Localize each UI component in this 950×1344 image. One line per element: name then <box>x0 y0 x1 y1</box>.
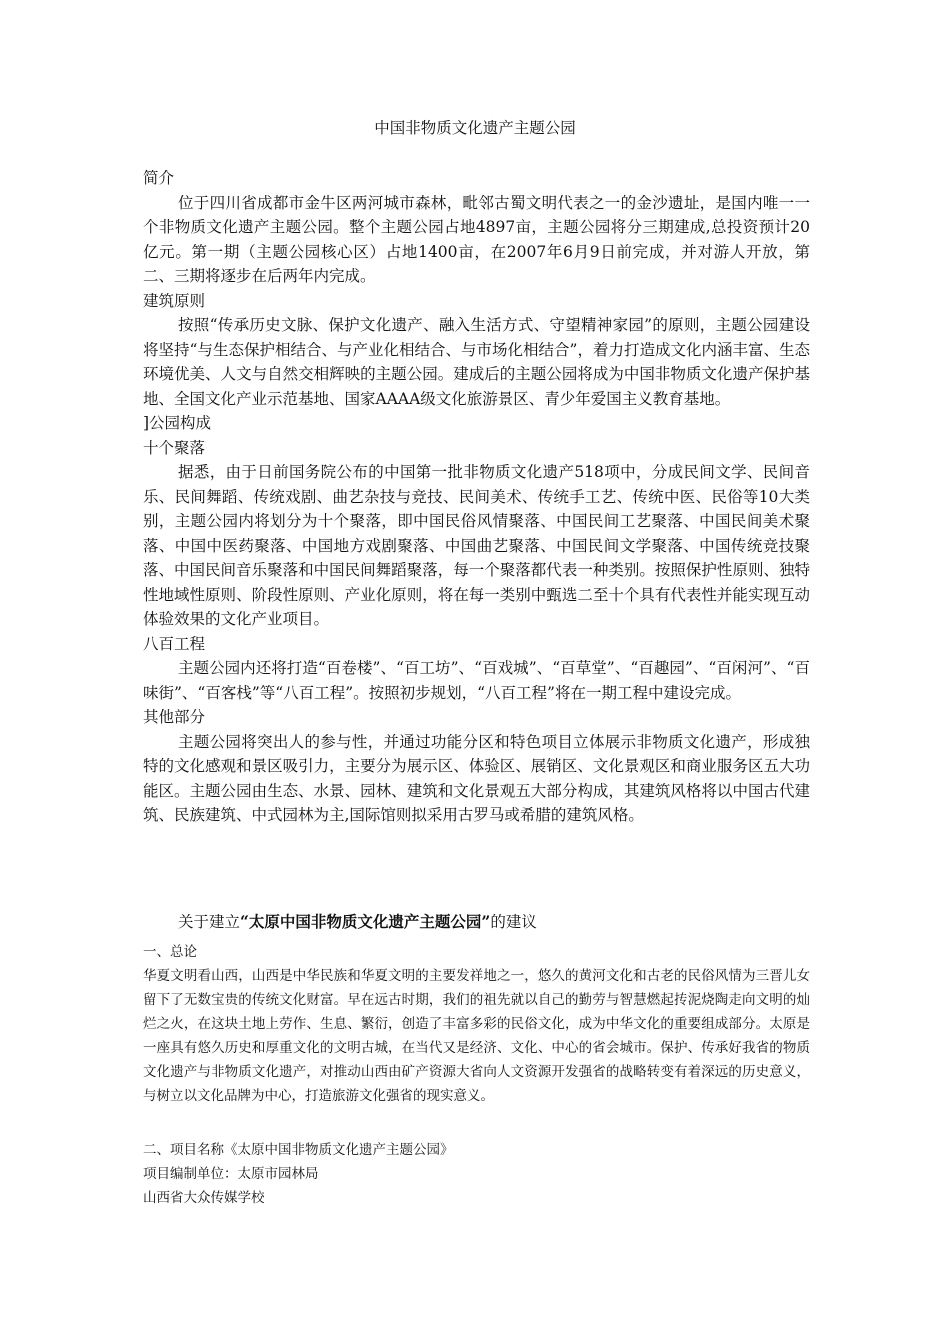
other-heading: 其他部分 <box>143 708 206 726</box>
proposal-title-suffix: 的建议 <box>490 913 537 931</box>
general-heading: 一、总论 <box>143 944 197 960</box>
document-title: 中国非物质文化遗产主题公园 <box>374 119 576 137</box>
proposal-project-section <box>143 1138 810 1210</box>
project-name: 二、项目名称《太原中国非物质文化遗产主题公园》 <box>143 1142 454 1158</box>
general-paragraph: 华夏文明看山西，山西是中华民族和华夏文明的主要发祥地之一，悠久的黄河文化和古老的民俗风情为三晋儿女留下了无数宝贵的传统文化财富。早在远古时期，我们的祖先就以自己的勤劳与智慧燃起抟泥烧陶走向文明的灿烂之火，在这块土地上劳作、生息、繁衍，创造了丰富多彩的民俗文化，成为中华文化的重要组成部分。太原是一座具有悠久历史和厚重文化的文明古城，在当代又是经济、文化、中心的省会城市。保护、传承好我省的物质文化遗产与非物质文化遗产，对推动山西由矿产资源大省向人文资源开发强省的战略转变有着深远的历史意义，与树立以文化品牌为中心，打造旅游文化强省的现实意义。 <box>143 968 810 1104</box>
ten-settlements-heading: 十个聚落 <box>143 438 206 457</box>
project-unit: 项目编制单位：太原市园林局 <box>143 1166 319 1182</box>
intro-paragraph: 位于四川省成都市金牛区两河城市森林，毗邻古蜀文明代表之一的金沙遗址，是国内唯一一个非物质文化遗产主题公园。整个主题公园占地4897亩，主题公园将分三期建成,总投资预计20亿元。第一期（主题公园核心区）占地1400亩，在2007年6月9日前完成，并对游人开放，第二、三期将逐步在后两年内完成。 <box>143 193 810 285</box>
proposal-title-bold: “太原中国非物质文化遗产主题公园” <box>240 912 491 931</box>
proposal-general-section <box>143 940 810 1108</box>
composition-heading: ]公园构成 <box>143 414 212 432</box>
eight-hundred-paragraph: 主题公园内还将打造“百卷楼”、“百工坊”、“百戏城”、“百草堂”、“百趣园”、“百闲河”、“百味街”、“百客栈”等“八百工程”。按照初步规划，“八百工程”将在一期工程中建设完成。 <box>143 659 810 702</box>
proposal-title-prefix: 关于建立 <box>178 913 241 931</box>
main-body <box>143 166 810 828</box>
other-paragraph: 主题公园将突出人的参与性，并通过功能分区和特色项目立体展示非物质文化遗产，形成独特的文化感观和景区吸引力，主要分为展示区、体验区、展销区、文化景观区和商业服务区五大功能区。主题公园由生态、水景、园林、建筑和文化景观五大部分构成，其建筑风格将以中国古代建筑、民族建筑、中式园林为主,国际馆则拟采用古罗马或希腊的建筑风格。 <box>143 732 810 824</box>
ten-settlements-paragraph: 据悉，由于日前国务院公布的中国第一批非物质文化遗产518项中，分成民间文学、民间音乐、民间舞蹈、传统戏剧、曲艺杂技与竞技、民间美术、传统手工艺、传统中医、民俗等10大类别，主题公园内将划分为十个聚落，即中国民俗风情聚落、中国民间工艺聚落、中国民间美术聚落、中国中医药聚落、中国地方戏剧聚落、中国曲艺聚落、中国民间文学聚落、中国传统竞技聚落、中国民间音乐聚落和中国民间舞蹈聚落，每一个聚落都代表一种类别。按照保护性原则、独特性地域性原则、阶段性原则、产业化原则，将在每一类别中甄选二至十个具有代表性并能实现互动体验效果的文化产业项目。 <box>143 463 810 628</box>
intro-heading: 简介 <box>143 169 175 187</box>
proposal-title <box>178 911 537 933</box>
project-school: 山西省大众传媒学校 <box>143 1190 265 1206</box>
principle-heading: 建筑原则 <box>143 291 206 310</box>
principle-paragraph: 按照“传承历史文脉、保护文化遗产、融入生活方式、守望精神家园”的原则，主题公园建设将坚持“与生态保护相结合、与产业化相结合、与市场化相结合”，着力打造成文化内涵丰富、生态环境优美、人文与自然交相辉映的主题公园。建成后的主题公园将成为中国非物质文化遗产保护基地、全国文化产业示范基地、国家AAAA级文化旅游景区、青少年爱国主义教育基地。 <box>143 316 810 408</box>
eight-hundred-heading: 八百工程 <box>143 634 206 653</box>
